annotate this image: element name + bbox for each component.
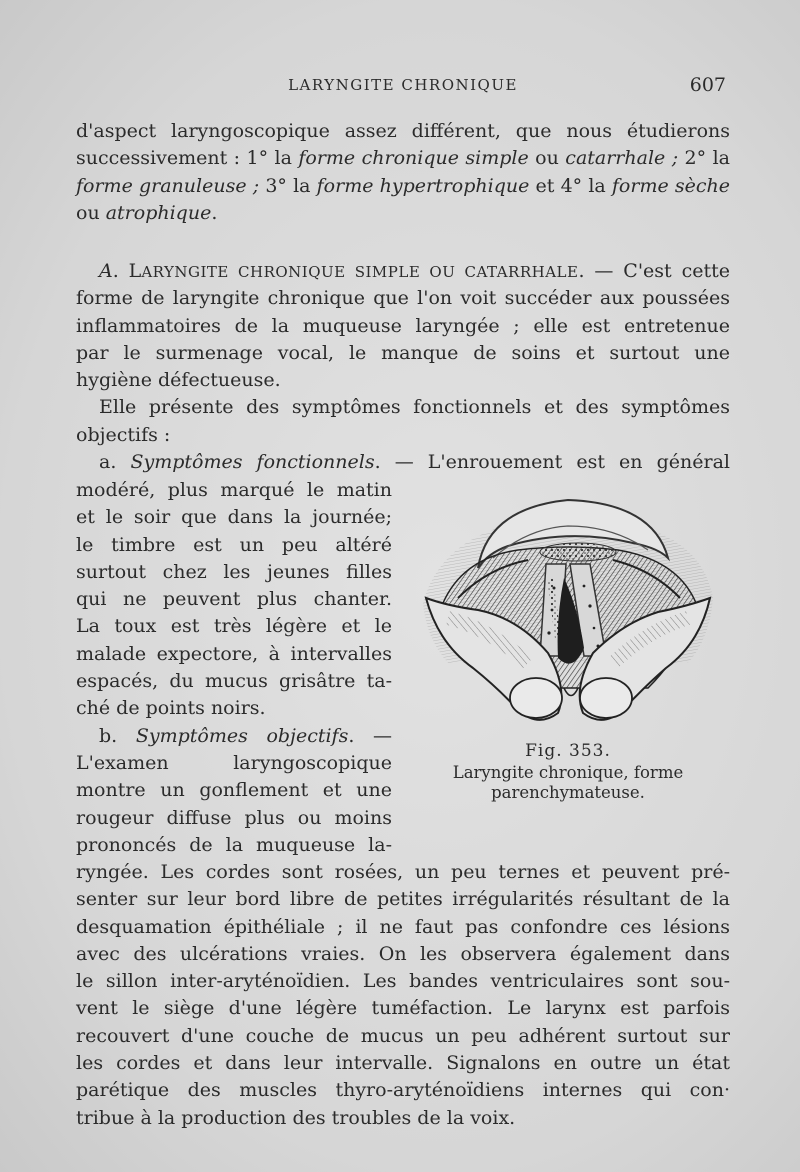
text-line: a. Symptômes fonctionnels. — L'enrouement est en général xyxy=(99,451,730,474)
text-line: espacés, du mucus grisâtre ta- xyxy=(76,670,392,693)
text-line: objectifs : xyxy=(76,423,171,446)
text-line: inflammatoires de la muqueuse laryngée ; elle est entretenue xyxy=(76,314,730,337)
text-line: L'examen laryngoscopique xyxy=(76,751,392,774)
text-line: par le surmenage vocal, le manque de soins et surtout une xyxy=(76,341,730,364)
text-line: parétique des muscles thyro-aryténoïdiens internes qui con· xyxy=(76,1079,730,1102)
section-a-paragraph xyxy=(76,258,730,476)
text-line: hygiène défectueuse. xyxy=(76,369,281,392)
text-line: surtout chez les jeunes filles xyxy=(76,560,392,583)
text-line: senter sur leur bord libre de petites irrégularités résultant de la xyxy=(76,888,730,911)
intro-paragraph xyxy=(76,118,730,227)
text-line: forme de laryngite chronique que l'on voit succéder aux poussées xyxy=(76,287,730,310)
continuation-paragraph xyxy=(76,859,730,1132)
text-line: le timbre est un peu altéré xyxy=(76,533,392,556)
text-line: d'aspect laryngoscopique assez différent, que nous étudierons xyxy=(76,120,730,142)
text-line: tribue à la production des troubles de la voix. xyxy=(76,1106,516,1129)
text-line: successivement : 1° la forme chronique simple ou catarrhale ; 2° la xyxy=(76,147,730,170)
text-line: les cordes et dans leur intervalle. Signalons en outre un état xyxy=(76,1052,730,1075)
figure-caption-line: Laryngite chronique, forme xyxy=(452,763,684,782)
text-line: rougeur diffuse plus ou moins xyxy=(76,806,392,829)
running-head: LARYNGITE CHRONIQUE xyxy=(288,76,518,94)
text-line: le sillon inter-aryténoïdien. Les bandes ventriculaires sont sou- xyxy=(76,970,730,993)
text-line: forme granuleuse ; 3° la forme hypertrophique et 4° la forme sèche xyxy=(76,174,730,197)
text-line: prononcés de la muqueuse la- xyxy=(76,833,392,856)
text-line: recouvert d'une couche de mucus un peu adhérent surtout sur xyxy=(76,1024,730,1047)
section-heading-line: A. LARYNGITE CHRONIQUE SIMPLE OU CATARRHALE. — C'est cette xyxy=(99,260,730,282)
text-line: ryngée. Les cordes sont rosées, un peu ternes et peuvent pré- xyxy=(76,861,730,883)
text-line: ou atrophique. xyxy=(76,201,218,224)
figure-caption-line: parenchymateuse. xyxy=(491,783,645,802)
text-line: qui ne peuvent plus chanter. xyxy=(76,588,392,611)
text-line: La toux est très légère et le xyxy=(76,615,392,638)
figure-caption xyxy=(418,739,718,803)
text-line: montre un gonflement et une xyxy=(76,779,392,802)
text-line: ché de points noirs. xyxy=(76,697,266,720)
text-line: vent le siège d'une légère tuméfaction. Le larynx est parfois xyxy=(76,997,730,1020)
figure-number: Fig. 353. xyxy=(525,741,611,761)
text-line: desquamation épithéliale ; il ne faut pas confondre ces lésions xyxy=(76,915,730,938)
text-line: avec des ulcérations vraies. On les observera également dans xyxy=(76,942,730,965)
text-line: modéré, plus marqué le matin xyxy=(76,479,392,501)
text-line: Elle présente des symptômes fonctionnels et des symptômes xyxy=(99,396,730,419)
larynx-illustration xyxy=(418,488,718,728)
text-line: b. Symptômes objectifs. — xyxy=(99,724,392,747)
text-line: malade expectore, à intervalles xyxy=(76,642,392,665)
text-line: et le soir que dans la journée; xyxy=(76,506,392,529)
page-header xyxy=(76,76,730,106)
page-number: 607 xyxy=(689,74,726,96)
